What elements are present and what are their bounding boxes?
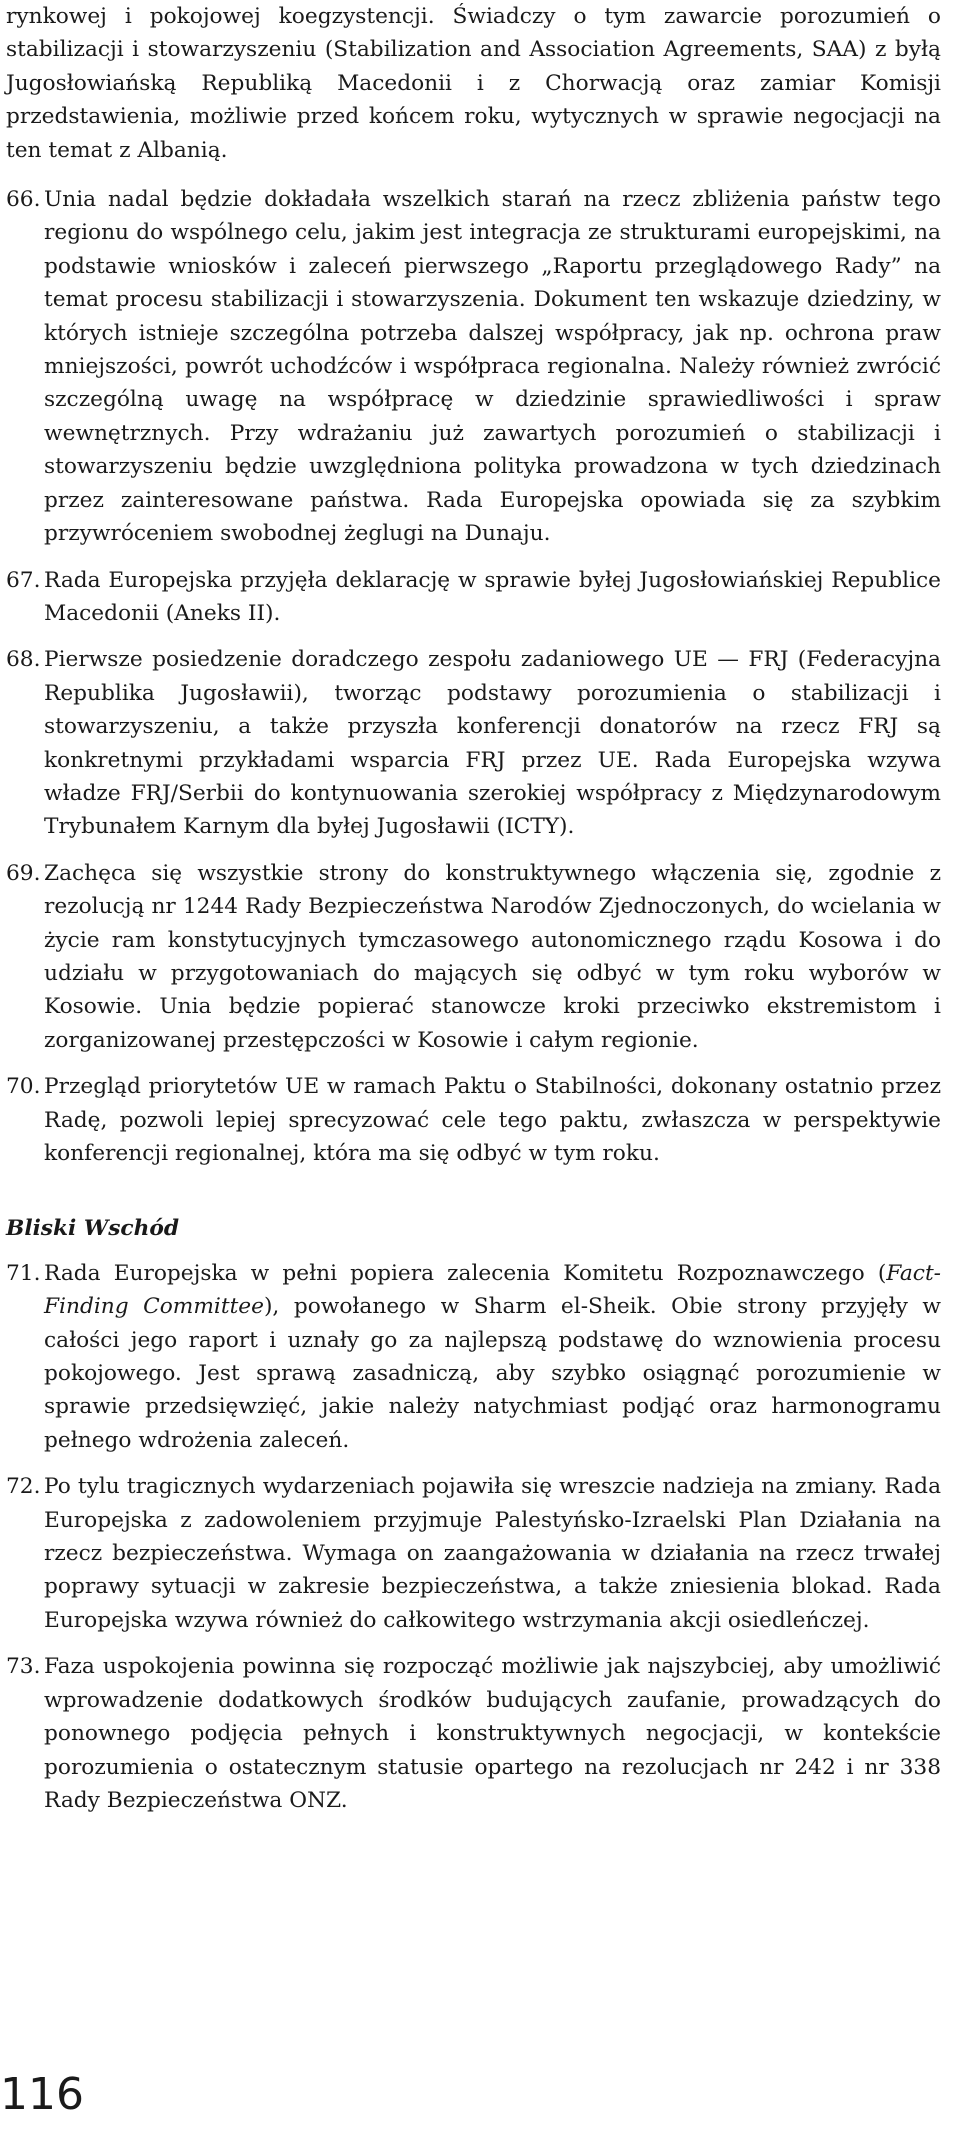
document-page: [6, 0, 941, 1817]
list-item: [6, 183, 941, 550]
item-text: [44, 1257, 941, 1457]
list-item: [6, 643, 941, 843]
item-text: Pierwsze posiedzenie doradczego zespołu zadaniowego UE — FRJ (Federacyjna Republika Jugosławii), tworząc podstawy porozumienia o stabilizacji i stowarzyszeniu, a także przyszła konferencji donatorów na rzecz FRJ są konkretnymi przykładami wsparcia FRJ przez UE. Rada Europejska wzywa władze FRJ/Serbii do kontynuowania szerokiej współpracy z Międzynarodowym Trybunałem Karnym dla byłej Jugosławii (ICTY).: [44, 647, 941, 840]
item-text: Faza uspokojenia powinna się rozpocząć możliwie jak najszybciej, aby umożliwić wprowadzenie dodatkowych środków budujących zaufanie, prowadzących do ponownego podjęcia pełnych i konstruktywnych negocjacji, w kontekście porozumienia o ostatecznym statusie opartego na rezolucjach nr 242 i nr 338 Rady Bezpieczeństwa ONZ.: [44, 1654, 941, 1813]
item-text-italic: Fact-Finding Committee: [44, 1260, 941, 1320]
list-item: [6, 1650, 941, 1817]
list-item: [6, 1470, 941, 1637]
item-text: Zachęca się wszystkie strony do konstruktywnego włączenia się, zgodnie z rezolucją nr 1244 Rady Bezpieczeństwa Narodów Zjednoczonych, do wcielania w życie ram konstytucyjnych tymczasowego autonomicznego rządu Kosowa i do udziału w przygotowaniach do mających się odbyć w tym roku wyborów w Kosowie. Unia będzie popierać stanowcze kroki przeciwko ekstremistom i zorganizowanej przestępczości w Kosowie i całym regionie.: [44, 860, 941, 1053]
intro-paragraph: rynkowej i pokojowej koegzystencji. Świadczy o tym zawarcie porozumień o stabilizacji i stowarzyszeniu (Stabilization and Association Agreements, SAA) z byłą Jugosłowiańską Republiką Macedonii i z Chorwacją oraz zamiar Komisji przedstawienia, możliwie przed końcem roku, wytycznych w sprawie negocjacji na ten temat z Albanią.: [6, 4, 941, 163]
page-number: 116: [0, 2069, 84, 2120]
item-number: 66.: [6, 187, 41, 213]
item-number: 70.: [6, 1074, 41, 1100]
item-number: 72.: [6, 1474, 41, 1500]
list-item: [6, 857, 941, 1057]
item-text: Unia nadal będzie dokładała wszelkich starań na rzecz zbliżenia państw tego regionu do wspólnego celu, jakim jest integracja ze strukturami europejskimi, na podstawie wniosków i zaleceń pierwszego „Raportu przeglądowego Rady” na temat procesu stabilizacji i stowarzyszenia. Dokument ten wskazuje dziedziny, w których istnieje szczególna potrzeba dalszej współpracy, jak np. ochrona praw mniejszości, powrót uchodźców i współpraca regionalna. Należy również zwrócić szczególną uwagę na współpracę w dziedzinie sprawiedliwości i spraw wewnętrznych. Przy wdrażaniu już zawartych porozumień o stabilizacji i stowarzyszeniu będzie uwzględniona polityka prowadzona w tych dziedzinach przez zainteresowane państwa. Rada Europejska opowiada się za szybkim przywróceniem swobodnej żeglugi na Dunaju.: [44, 187, 941, 547]
item-number: 68.: [6, 647, 41, 673]
item-number: 71.: [6, 1260, 41, 1286]
item-text: Po tylu tragicznych wydarzeniach pojawiła się wreszcie nadzieja na zmiany. Rada Europejska z zadowoleniem przyjmuje Palestyńsko-Izraelski Plan Działania na rzecz bezpieczeństwa. Wymaga on zaangażowania w działania na rzecz trwałej poprawy sytuacji w zakresie bezpieczeństwa, a także zniesienia blokad. Rada Europejska wzywa również do całkowitego wstrzymania akcji osiedleńczej.: [44, 1474, 941, 1633]
item-text-part: ), powołanego w Sharm el-Sheik. Obie strony przyjęły w całości jego raport i uznały go za najlepszą podstawę do wznowienia procesu pokojowego. Jest sprawą zasadniczą, aby szybko osiągnąć porozumienie w sprawie przedsięwzięć, jakie należy natychmiast podjąć oraz harmonogramu pełnego wdrożenia zaleceń.: [44, 1294, 941, 1453]
section-heading: Bliski Wschód: [6, 1216, 180, 1242]
item-text: Przegląd priorytetów UE w ramach Paktu o Stabilności, dokonany ostatnio przez Radę, pozwoli lepiej sprecyzować cele tego paktu, zwłaszcza w perspektywie konferencji regionalnej, która ma się odbyć w tym roku.: [44, 1074, 941, 1166]
item-text-part: Rada Europejska w pełni popiera zalecenia Komitetu Rozpoznawczego (: [44, 1260, 887, 1286]
item-number: 67.: [6, 567, 41, 593]
item-text: Rada Europejska przyjęła deklarację w sprawie byłej Jugosłowiańskiej Republice Macedonii (Aneks II).: [44, 567, 941, 626]
item-number: 73.: [6, 1654, 41, 1680]
list-item: [6, 564, 941, 631]
list-item: [6, 1257, 941, 1457]
item-number: 69.: [6, 860, 41, 886]
list-item: [6, 1070, 941, 1170]
